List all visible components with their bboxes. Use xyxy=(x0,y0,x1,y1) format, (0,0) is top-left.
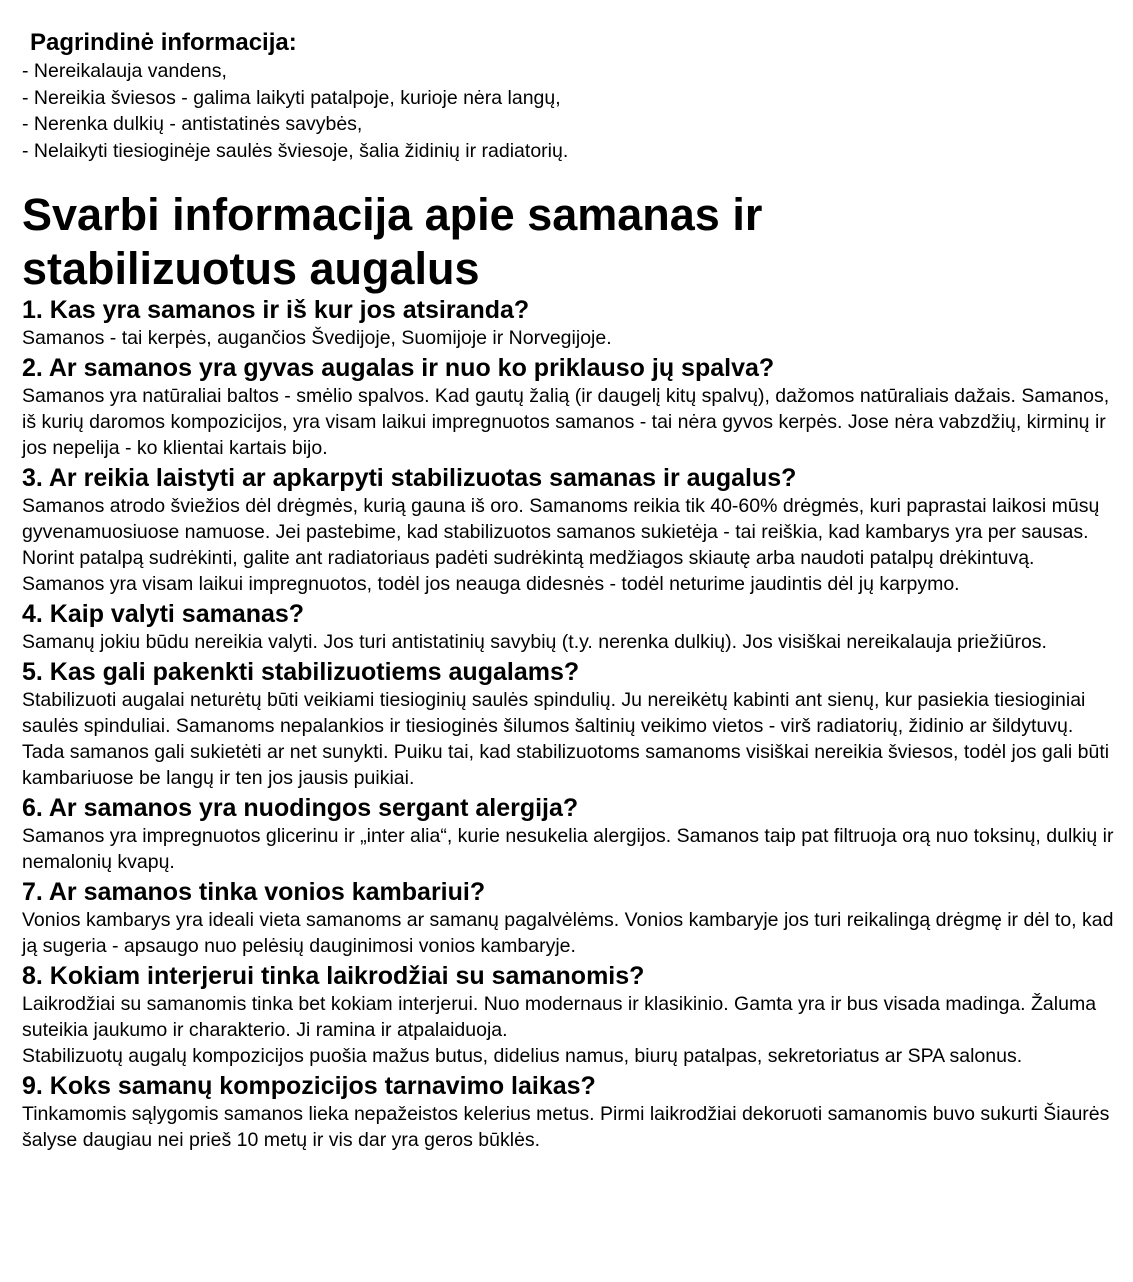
intro-list xyxy=(22,58,1117,164)
faq-answer: Tinkamomis sąlygomis samanos lieka nepažeistos kelerius metus. Pirmi laikrodžiai dekoruoti samanomis buvo sukurti Šiaurės šalyse daugiau nei prieš 10 metų ir vis dar yra geros būklės. xyxy=(22,1103,1110,1151)
intro-item: - Nerenka dulkių - antistatinės savybės, xyxy=(22,113,363,135)
faq-question: 6. Ar samanos yra nuodingos sergant alergija? xyxy=(22,794,579,822)
faq-answer: Samanos yra impregnuotos glicerinu ir „inter alia“, kurie nesukelia alergijos. Samanos taip pat filtruoja orą nuo toksinų, dulkių ir nemalonių kvapų. xyxy=(22,825,1114,873)
faq-answer: Samanos yra natūraliai baltos - smėlio spalvos. Kad gautų žalią (ir daugelį kitų spalvų), dažomos natūraliais dažais. Samanos, iš kurių daromos kompozicijos, yra visam laikui impregnuotos samanos - tai nėra gyvos kerpės. Jose nėra vabzdžių, kirminų ir jos nepelija - ko klientai kartais bijo. xyxy=(22,385,1110,459)
faq-answer: Samanų jokiu būdu nereikia valyti. Jos turi antistatinių savybių (t.y. nerenka dulkių). Jos visiškai nereikalauja priežiūros. xyxy=(22,631,1047,653)
faq-item xyxy=(22,658,1117,791)
faq-item xyxy=(22,296,1117,351)
faq-answer: Stabilizuotų augalų kompozicijos puošia mažus butus, didelius namus, biurų patalpas, sekretoriatus ar SPA salonus. xyxy=(22,1045,1023,1067)
faq-question: 7. Ar samanos tinka vonios kambariui? xyxy=(22,878,486,906)
faq-answer: Samanos - tai kerpės, augančios Švedijoje, Suomijoje ir Norvegijoje. xyxy=(22,327,612,349)
faq-answer: Stabilizuoti augalai neturėtų būti veikiami tiesioginių saulės spindulių. Ju nereikėtų kabinti ant sienų, kur pasiekia tiesioginiai saulės spinduliai. Samanoms nepalankios ir tiesioginės šilumos šaltinių veikimo vietos - virš radiatorių, židinio ar šildytuvų. Tada samanos gali sukietėti ar net sunykti. Puiku tai, kad stabilizuotoms samanoms visiškai nereikia šviesos, todėl jos gali būti kambariuose be langų ir ten jos jausis puikiai. xyxy=(22,689,1110,789)
document-page xyxy=(22,28,1117,1153)
faq-question: 4. Kaip valyti samanas? xyxy=(22,600,305,628)
faq-item xyxy=(22,794,1117,875)
intro-item: - Nelaikyti tiesioginėje saulės šviesoje, šalia židinių ir radiatorių. xyxy=(22,139,569,162)
page-title xyxy=(22,188,1117,296)
faq-question: 8. Kokiam interjerui tinka laikrodžiai su samanomis? xyxy=(22,962,645,990)
faq-question: 9. Koks samanų kompozicijos tarnavimo laikas? xyxy=(22,1072,596,1100)
faq-answer: Laikrodžiai su samanomis tinka bet kokiam interjerui. Nuo modernaus ir klasikinio. Gamta yra ir bus visada madinga. Žaluma suteikia jaukumo ir charakterio. Ji ramina ir atpalaiduoja. xyxy=(22,993,1097,1041)
faq-item xyxy=(22,1072,1117,1153)
page-title-line: Svarbi informacija apie samanas ir xyxy=(22,189,763,240)
faq-question: 1. Kas yra samanos ir iš kur jos atsiranda? xyxy=(22,296,530,324)
faq-item xyxy=(22,878,1117,959)
faq-item xyxy=(22,354,1117,461)
faq-question: 3. Ar reikia laistyti ar apkarpyti stabilizuotas samanas ir augalus? xyxy=(22,464,797,492)
faq-answer: Samanos atrodo šviežios dėl drėgmės, kurią gauna iš oro. Samanoms reikia tik 40-60% drėgmės, kuri paprastai laikosi mūsų gyvenamuosiuose namuose. Jei pastebime, kad stabilizuotos samanos sukietėja - tai reiškia, kad kambarys yra per sausas. Norint patalpą sudrėkinti, galite ant radiatoriaus padėti sudrėkintą medžiagos skiautę arba naudoti patalpų drėkintuvą. Samanos yra visam laikui impregnuotos, todėl jos neauga didesnės - todėl neturime jaudintis dėl jų karpymo. xyxy=(22,495,1100,595)
faq-item xyxy=(22,962,1117,1069)
faq-item xyxy=(22,600,1117,655)
intro-item: - Nereikia šviesos - galima laikyti patalpoje, kurioje nėra langų, xyxy=(22,86,561,109)
faq-question: 5. Kas gali pakenkti stabilizuotiems augalams? xyxy=(22,658,580,686)
page-title-line: stabilizuotus augalus xyxy=(22,243,480,294)
faq-question: 2. Ar samanos yra gyvas augalas ir nuo ko priklauso jų spalva? xyxy=(22,354,775,382)
faq-list xyxy=(22,296,1117,1153)
intro-item: - Nereikalauja vandens, xyxy=(22,60,227,82)
intro-section xyxy=(22,28,1117,164)
intro-heading: Pagrindinė informacija: xyxy=(30,29,297,56)
faq-answer: Vonios kambarys yra ideali vieta samanoms ar samanų pagalvėlėms. Vonios kambaryje jos turi reikalingą drėgmę ir dėl to, kad ją sugeria - apsaugo nuo pelėsių dauginimosi vonios kambaryje. xyxy=(22,909,1114,957)
faq-item xyxy=(22,464,1117,597)
